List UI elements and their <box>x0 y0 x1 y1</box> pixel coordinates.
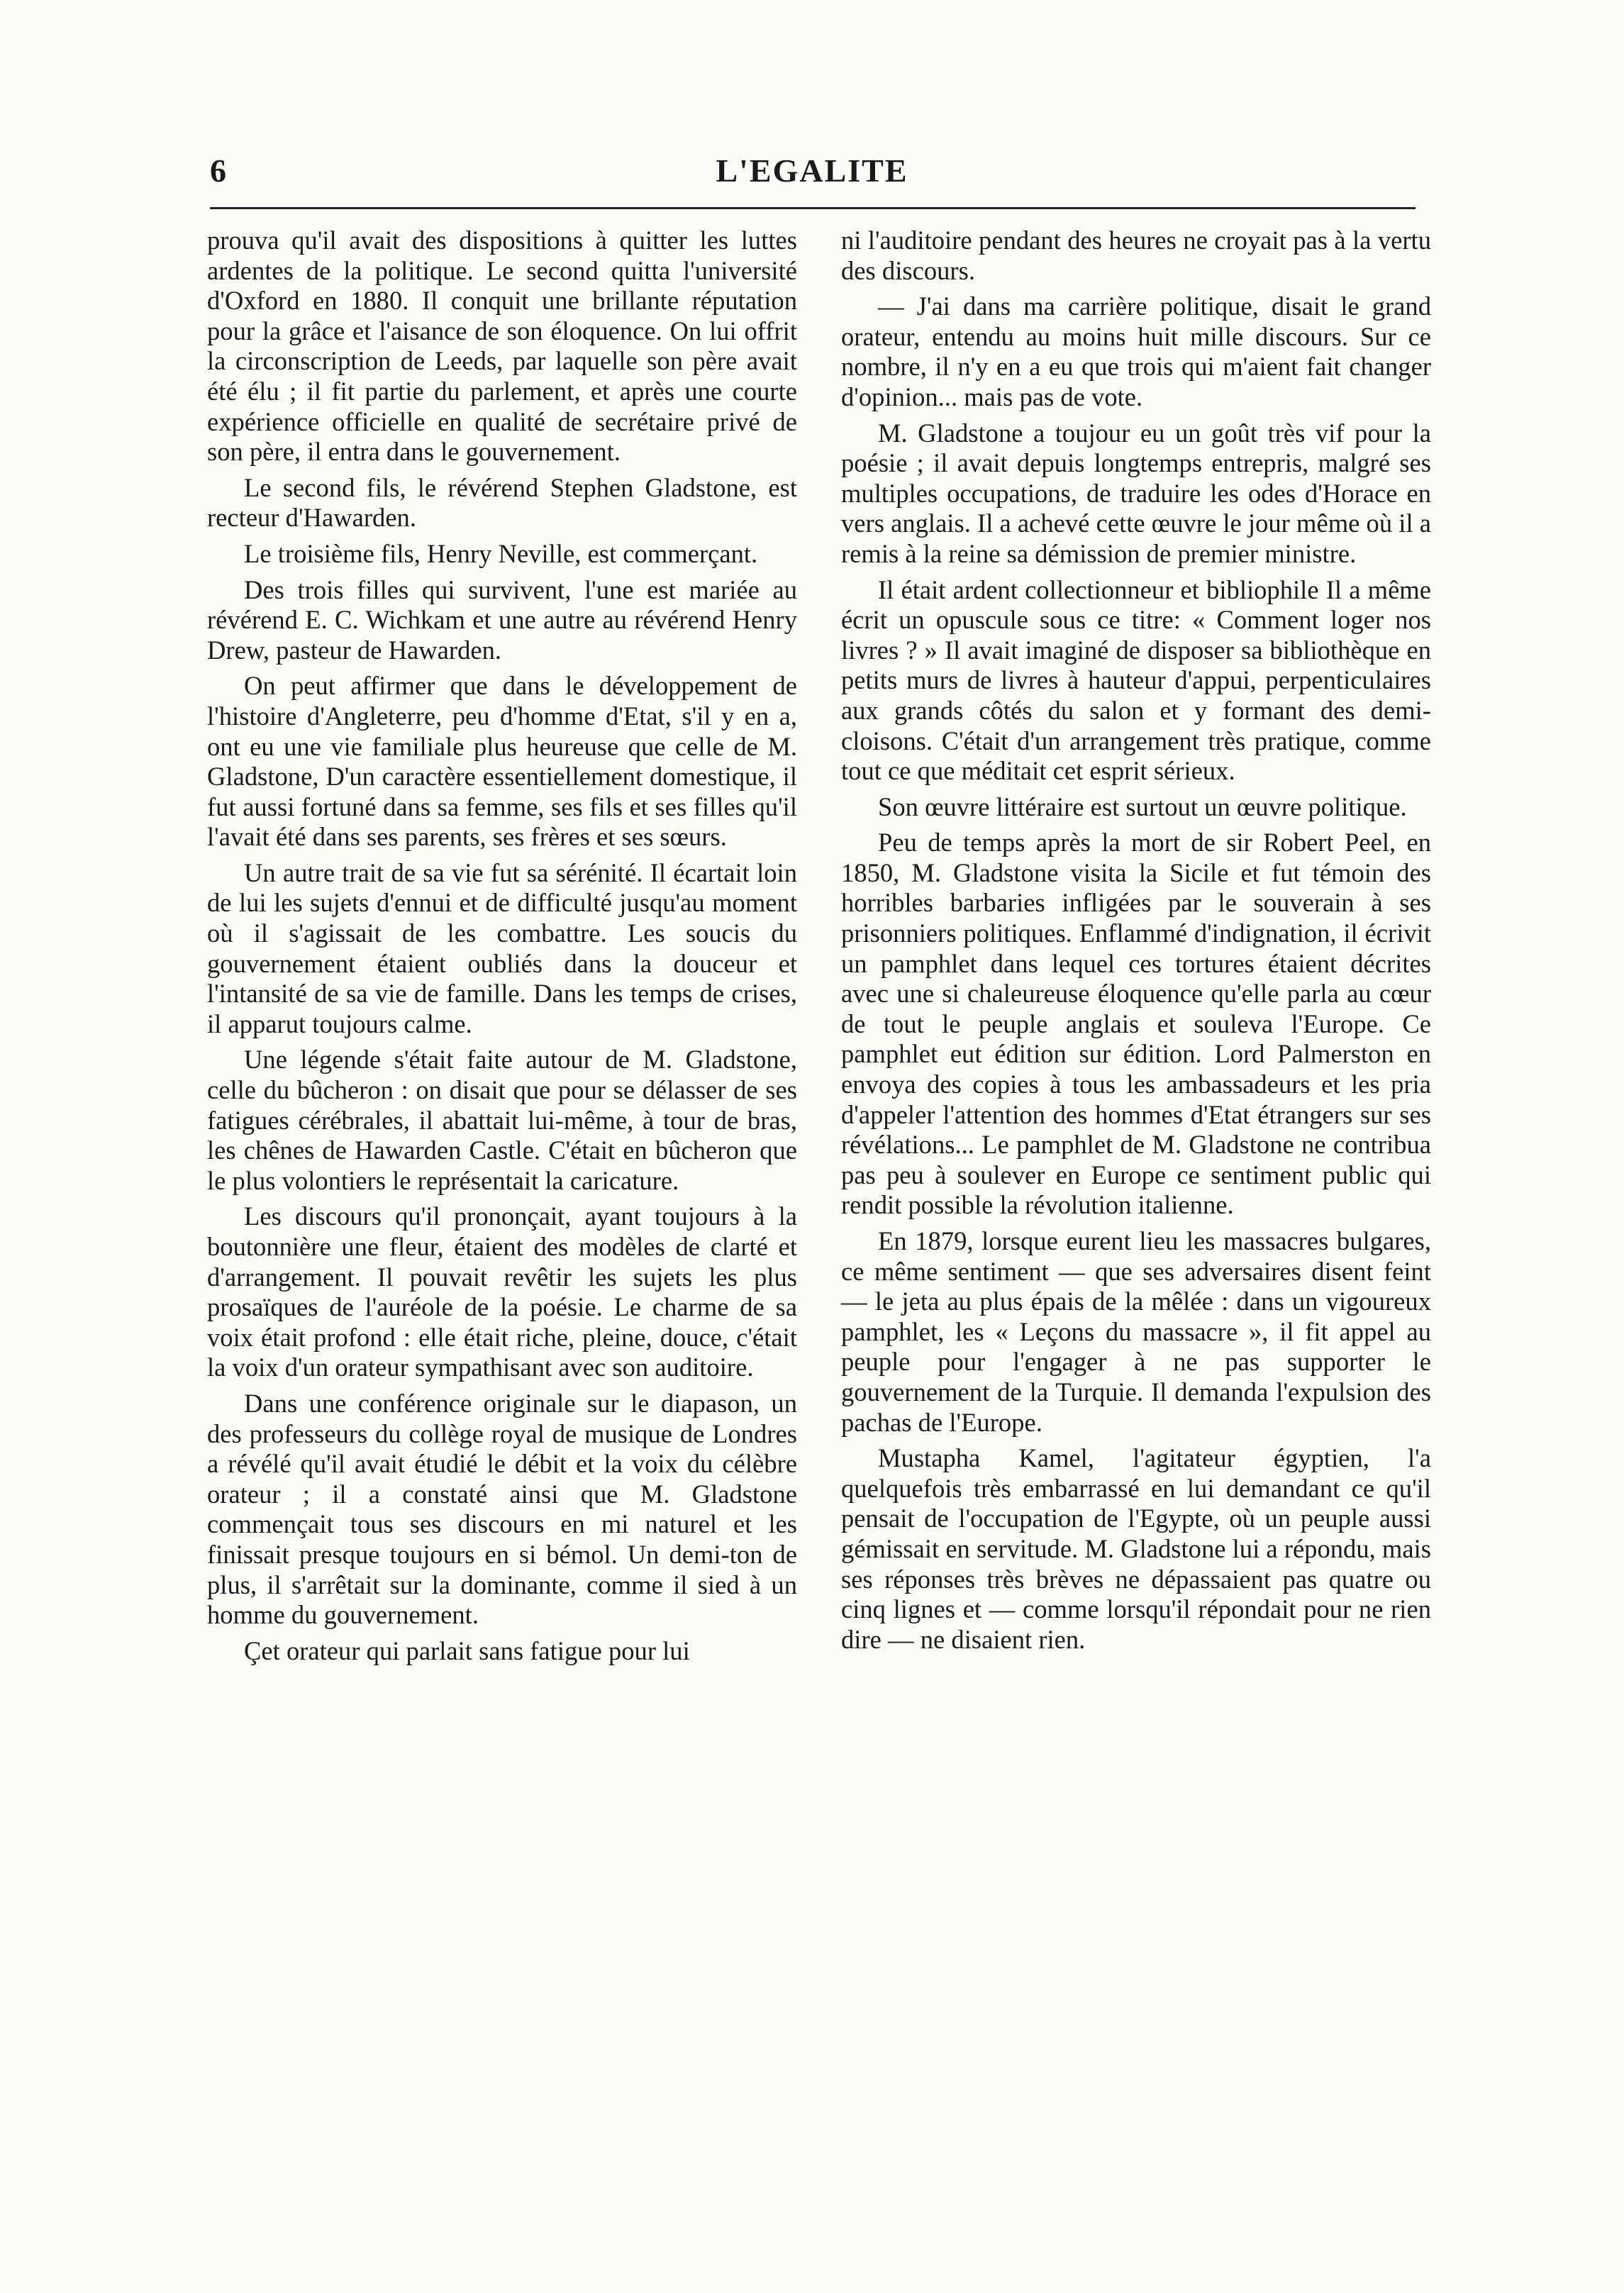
running-title: L'EGALITE <box>716 152 908 189</box>
paragraph: Mustapha Kamel, l'agitateur égyptien, l'a quelquefois très embarrassé en lui demandant ce qu'il pensait de l'occupation de l'Egypte, où un peuple aussi gémissait en servitude. M. Gladstone lui a répondu, mais ses réponses très brèves ne dépassaient pas quatre ou cinq lignes et — comme lorsqu'il répondait pour ne rien dire — ne disaient rien. <box>841 1443 1431 1654</box>
paragraph: Son œuvre littéraire est surtout un œuvre politique. <box>878 792 1407 821</box>
paragraph: En 1879, lorsque eurent lieu les massacres bulgares, ce même sentiment — que ses adversaires disent feint — le jeta au plus épais de la mêlée : dans un vigoureux pamphlet, les « Leçons du massacre », il fit appel au peuple pour l'engager à ne pas supporter le gouvernement de la Turquie. Il demanda l'expulsion des pachas de l'Europe. <box>841 1226 1431 1437</box>
paragraph: Une légende s'était faite autour de M. Gladstone, celle du bûcheron : on disait que pour se délasser de ses fatigues cérébrales, il abattait lui-même, à tour de bras, les chênes de Hawarden Castle. C'était en bûcheron que le plus volontiers le représentait la caricature. <box>207 1045 797 1195</box>
paragraph: Il était ardent collectionneur et bibliophile Il a même écrit un opuscule sous ce titre: « Comment loger nos livres ? » Il avait imaginé de disposer sa bibliothèque en petits murs de livres à hauteur d'appui, perpenticulaires aux grands côtés du salon et y formant des demi-cloisons. C'était d'un arrangement très pratique, comme tout ce que méditait cet esprit sérieux. <box>841 574 1431 786</box>
paragraph: Les discours qu'il prononçait, ayant toujours à la boutonnière une fleur, étaient des modèles de clarté et d'arrangement. Il pouvait revêtir les sujets les plus prosaïques de l'auréole de la poésie. Le charme de sa voix était profond : elle était riche, pleine, douce, c'était la voix d'un orateur sympathisant avec son auditoire. <box>207 1201 797 1382</box>
paragraph: prouva qu'il avait des dispositions à quitter les luttes ardentes de la politique. Le second quitta l'université d'Oxford en 1880. Il conquit une brillante réputation pour la grâce et l'aisance de son éloquence. On lui offrit la circonscription de Leeds, par laquelle son père avait été élu ; il fit partie du parlement, et après une courte expérience officielle en qualité de secrétaire privé de son père, il entra dans le gouvernement. <box>207 226 797 467</box>
paragraph: On peut affirmer que dans le développement de l'histoire d'Angleterre, peu d'homme d'Etat, s'il y en a, ont eu une vie familiale plus heureuse que celle de M. Gladstone, D'un caractère essentiellement domestique, il fut aussi fortuné dans sa femme, ses fils et ses filles qu'il l'avait été dans ses parents, ses frères et ses sœurs. <box>207 671 797 852</box>
header-rule <box>210 207 1416 209</box>
paragraph: — J'ai dans ma carrière politique, disait le grand orateur, entendu au moins huit mille discours. Sur ce nombre, il n'y en a eu que trois qui m'aient fait changer d'opinion... mais pas de vote. <box>841 292 1431 411</box>
paragraph: Le second fils, le révérend Stephen Gladstone, est recteur d'Hawarden. <box>207 472 797 533</box>
paragraph: M. Gladstone a toujour eu un goût très vif pour la poésie ; il avait depuis longtemps entrepris, malgré ses multiples occupations, de traduire les odes d'Horace en vers anglais. Il a achevé cette œuvre le jour même où il a remis à la reine sa démission de premier ministre. <box>841 418 1431 568</box>
paragraph: Des trois filles qui survivent, l'une est mariée au révérend E. C. Wichkam et une autre au révérend Henry Drew, pasteur de Hawarden. <box>207 574 797 665</box>
paragraph: ni l'auditoire pendant des heures ne croyait pas à la vertu des discours. <box>841 226 1431 285</box>
right-column <box>841 226 1431 1660</box>
paragraph: Peu de temps après la mort de sir Robert Peel, en 1850, M. Gladstone visita la Sicile et fut témoin des horribles barbaries infligées par le souverain à ses prisonniers politiques. Enflammé d'indignation, il écrivit un pamphlet dans lequel ces tortures étaient décrites avec une si chaleureuse éloquence qu'elle parla au cœur de tout le peuple anglais et souleva l'Europe. Ce pamphlet eut édition sur édition. Lord Palmerston en envoya des copies à tous les ambassadeurs et les pria d'appeler l'attention des hommes d'Etat étrangers sur ses révélations... Le pamphlet de M. Gladstone ne contribua pas peu à soulever en Europe ce sentiment public qui rendit possible la révolution italienne. <box>841 828 1431 1220</box>
paragraph: Çet orateur qui parlait sans fatigue pour lui <box>244 1636 690 1665</box>
paragraph: Le troisième fils, Henry Neville, est commerçant. <box>244 538 758 568</box>
page-number: 6 <box>210 152 226 189</box>
paragraph: Dans une conférence originale sur le diapason, un des professeurs du collège royal de musique de Londres a révélé qu'il avait étudié le débit et la voix du célèbre orateur ; il a constaté ainsi que M. Gladstone commençait tous ses discours en mi naturel et les finissait presque toujours en si bémol. Un demi-ton de plus, il s'arrêtait sur la dominante, comme il sied à un homme du gouvernement. <box>207 1388 797 1630</box>
left-column <box>207 226 797 1672</box>
paragraph: Un autre trait de sa vie fut sa sérénité. Il écartait loin de lui les sujets d'ennui et de difficulté jusqu'au moment où il s'agissait de les combattre. Les soucis du gouvernement étaient oubliés dans la douceur et l'intansité de sa vie de famille. Dans les temps de crises, il apparut toujours calme. <box>207 857 797 1038</box>
